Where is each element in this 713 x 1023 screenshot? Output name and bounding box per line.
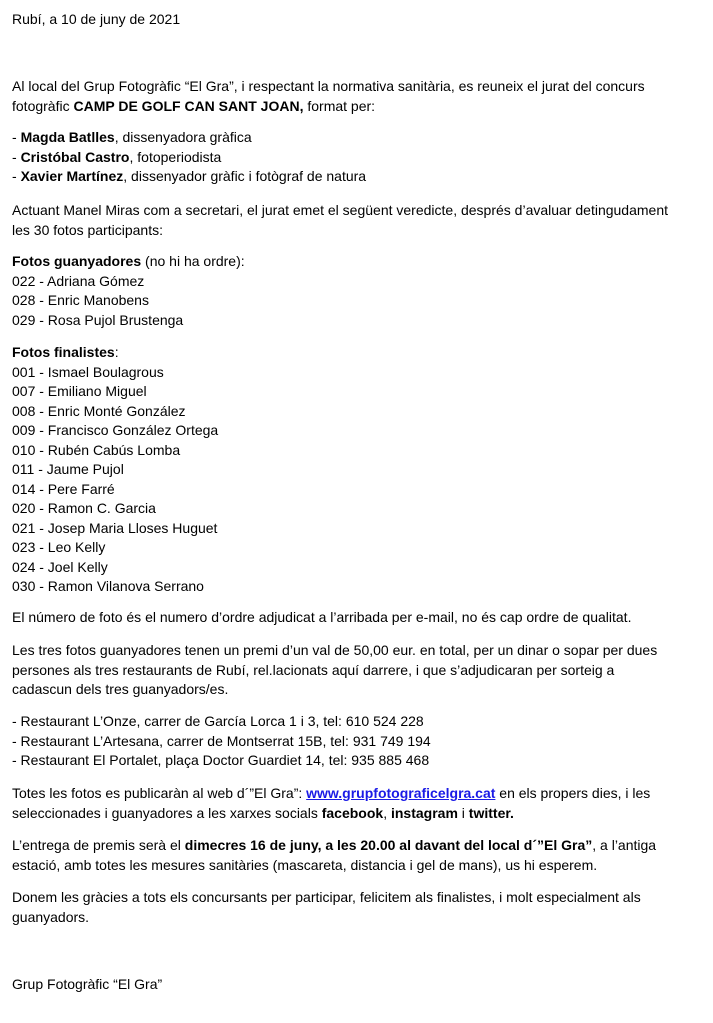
finalist-item: 023 - Leo Kelly bbox=[12, 539, 106, 555]
finalist-item: 021 - Josep Maria Lloses Huguet bbox=[12, 519, 218, 536]
finalist-item: 030 - Ramon Vilanova Serrano bbox=[12, 578, 204, 594]
bullet: - bbox=[12, 148, 21, 165]
prize-paragraph bbox=[12, 641, 708, 700]
verdict-paragraph bbox=[12, 201, 708, 240]
jury-role: , fotoperiodista bbox=[129, 148, 222, 165]
web-line-2 bbox=[12, 804, 708, 824]
finalists-section bbox=[12, 343, 708, 597]
prize-line-3: cadascun dels tres guanyadors/es. bbox=[12, 681, 229, 697]
facebook-label: facebook bbox=[321, 804, 384, 821]
finalist-item: 020 - Ramon C. Garcia bbox=[12, 500, 156, 516]
letter-date bbox=[12, 10, 708, 30]
finalist-item: 011 - Jaume Pujol bbox=[12, 461, 124, 477]
jury-name: Xavier Martínez bbox=[20, 168, 124, 184]
finalists-heading bbox=[12, 343, 708, 363]
web-paragraph bbox=[12, 784, 708, 823]
separator: i bbox=[457, 804, 469, 821]
winner-item: 022 - Adriana Gómez bbox=[12, 272, 145, 289]
delivery-text: L’entrega de premis serà el bbox=[12, 837, 185, 853]
date-text: Rubí, a 10 de juny de 2021 bbox=[12, 11, 181, 27]
delivery-line-1 bbox=[12, 836, 708, 856]
verdict-line-2: les 30 fotos participants: bbox=[12, 221, 163, 238]
finalist-item: 008 - Enric Monté González bbox=[12, 402, 186, 419]
signature bbox=[12, 975, 708, 995]
jury-member bbox=[12, 128, 708, 148]
finalist-item: 007 - Emiliano Miguel bbox=[12, 383, 147, 399]
web-line-1 bbox=[12, 784, 708, 804]
jury-member bbox=[12, 148, 708, 168]
number-note bbox=[12, 608, 708, 628]
restaurants-list bbox=[12, 712, 708, 771]
finalists-heading-colon: : bbox=[114, 344, 119, 360]
bullet: - bbox=[12, 168, 21, 184]
restaurant-item: - Restaurant El Portalet, plaça Doctor Guardiet 14, tel: 935 885 468 bbox=[12, 752, 430, 768]
finalist-item: 009 - Francisco González Ortega bbox=[12, 422, 219, 438]
restaurant-item: - Restaurant L’Onze, carrer de García Lorca 1 i 3, tel: 610 524 228 bbox=[12, 713, 424, 729]
contest-name: CAMP DE GOLF CAN SANT JOAN, bbox=[73, 97, 304, 114]
prize-line-1: Les tres fotos guanyadores tenen un premi d’un val de 50,00 eur. en total, per un dinar o sopar per dues bbox=[12, 642, 658, 658]
delivery-line-2: estació, amb totes les mesures sanitàries (mascareta, distancia i gel de mans), us hi esperem. bbox=[12, 856, 598, 873]
thanks-line-1: Donem les gràcies a tots els concursants per participar, felicitem als finalistes, i molt especialment als bbox=[12, 889, 641, 905]
intro-line-1: Al local del Grup Fotogràfic “El Gra”, i respectant la normativa sanitària, es reuneix el jurat del concurs bbox=[12, 78, 645, 94]
finalist-item: 014 - Pere Farré bbox=[12, 480, 115, 497]
jury-name: Cristóbal Castro bbox=[20, 148, 130, 165]
jury-member bbox=[12, 167, 708, 187]
delivery-text-end: , a l’antiga bbox=[592, 837, 657, 853]
thanks-line-2: guanyadors. bbox=[12, 908, 90, 925]
finalists-heading-bold: Fotos finalistes bbox=[12, 344, 115, 360]
intro-line-2 bbox=[12, 97, 708, 117]
prize-line-2: persones als tres restaurants de Rubí, rel.lacionats aquí darrere, i que s’adjudicaran per sorteig a bbox=[12, 661, 615, 678]
winner-item: 028 - Enric Manobens bbox=[12, 292, 149, 308]
signature-text: Grup Fotogràfic “El Gra” bbox=[12, 976, 163, 992]
winners-section bbox=[12, 252, 708, 330]
finalist-item: 001 - Ismael Boulagrous bbox=[12, 363, 164, 380]
twitter-label: twitter. bbox=[468, 804, 514, 821]
bullet: - bbox=[12, 129, 21, 145]
website-link[interactable]: www.grupfotograficelgra.cat bbox=[306, 785, 496, 801]
jury-role: , dissenyadora gràfica bbox=[114, 129, 252, 145]
social-text: seleccionades i guanyadores a les xarxes socials bbox=[12, 804, 322, 821]
delivery-paragraph bbox=[12, 836, 708, 875]
winners-heading bbox=[12, 252, 708, 272]
separator: , bbox=[383, 804, 391, 821]
jury-role: , dissenyador gràfic i fotògraf de natura bbox=[123, 168, 367, 184]
finalist-item: 010 - Rubén Cabús Lomba bbox=[12, 441, 181, 458]
thanks-paragraph bbox=[12, 888, 708, 927]
intro-text: fotogràfic bbox=[12, 97, 74, 114]
winner-item: 029 - Rosa Pujol Brustenga bbox=[12, 311, 184, 328]
intro-paragraph bbox=[12, 77, 708, 116]
verdict-line-1: Actuant Manel Miras com a secretari, el jurat emet el següent veredicte, després d’avaluar detingudament bbox=[12, 202, 669, 218]
restaurant-item: - Restaurant L’Artesana, carrer de Montserrat 15B, tel: 931 749 194 bbox=[12, 732, 431, 749]
winners-heading-bold: Fotos guanyadores bbox=[12, 253, 142, 269]
delivery-date-place: dimecres 16 de juny, a les 20.00 al davant del local d´”El Gra” bbox=[184, 837, 593, 853]
web-text: Totes les fotos es publicaràn al web d´”El Gra”: bbox=[12, 785, 307, 801]
instagram-label: instagram bbox=[390, 804, 458, 821]
web-text-end: en els propers dies, i les bbox=[495, 785, 651, 801]
jury-name: Magda Batlles bbox=[20, 129, 115, 145]
number-note-text: El número de foto és el numero d’ordre adjudicat a l’arribada per e-mail, no és cap ordre de qualitat. bbox=[12, 609, 632, 625]
winners-heading-note: (no hi ha ordre): bbox=[141, 253, 245, 269]
finalist-item: 024 - Joel Kelly bbox=[12, 558, 108, 575]
intro-text-end: format per: bbox=[303, 97, 376, 114]
jury-list bbox=[12, 128, 708, 187]
